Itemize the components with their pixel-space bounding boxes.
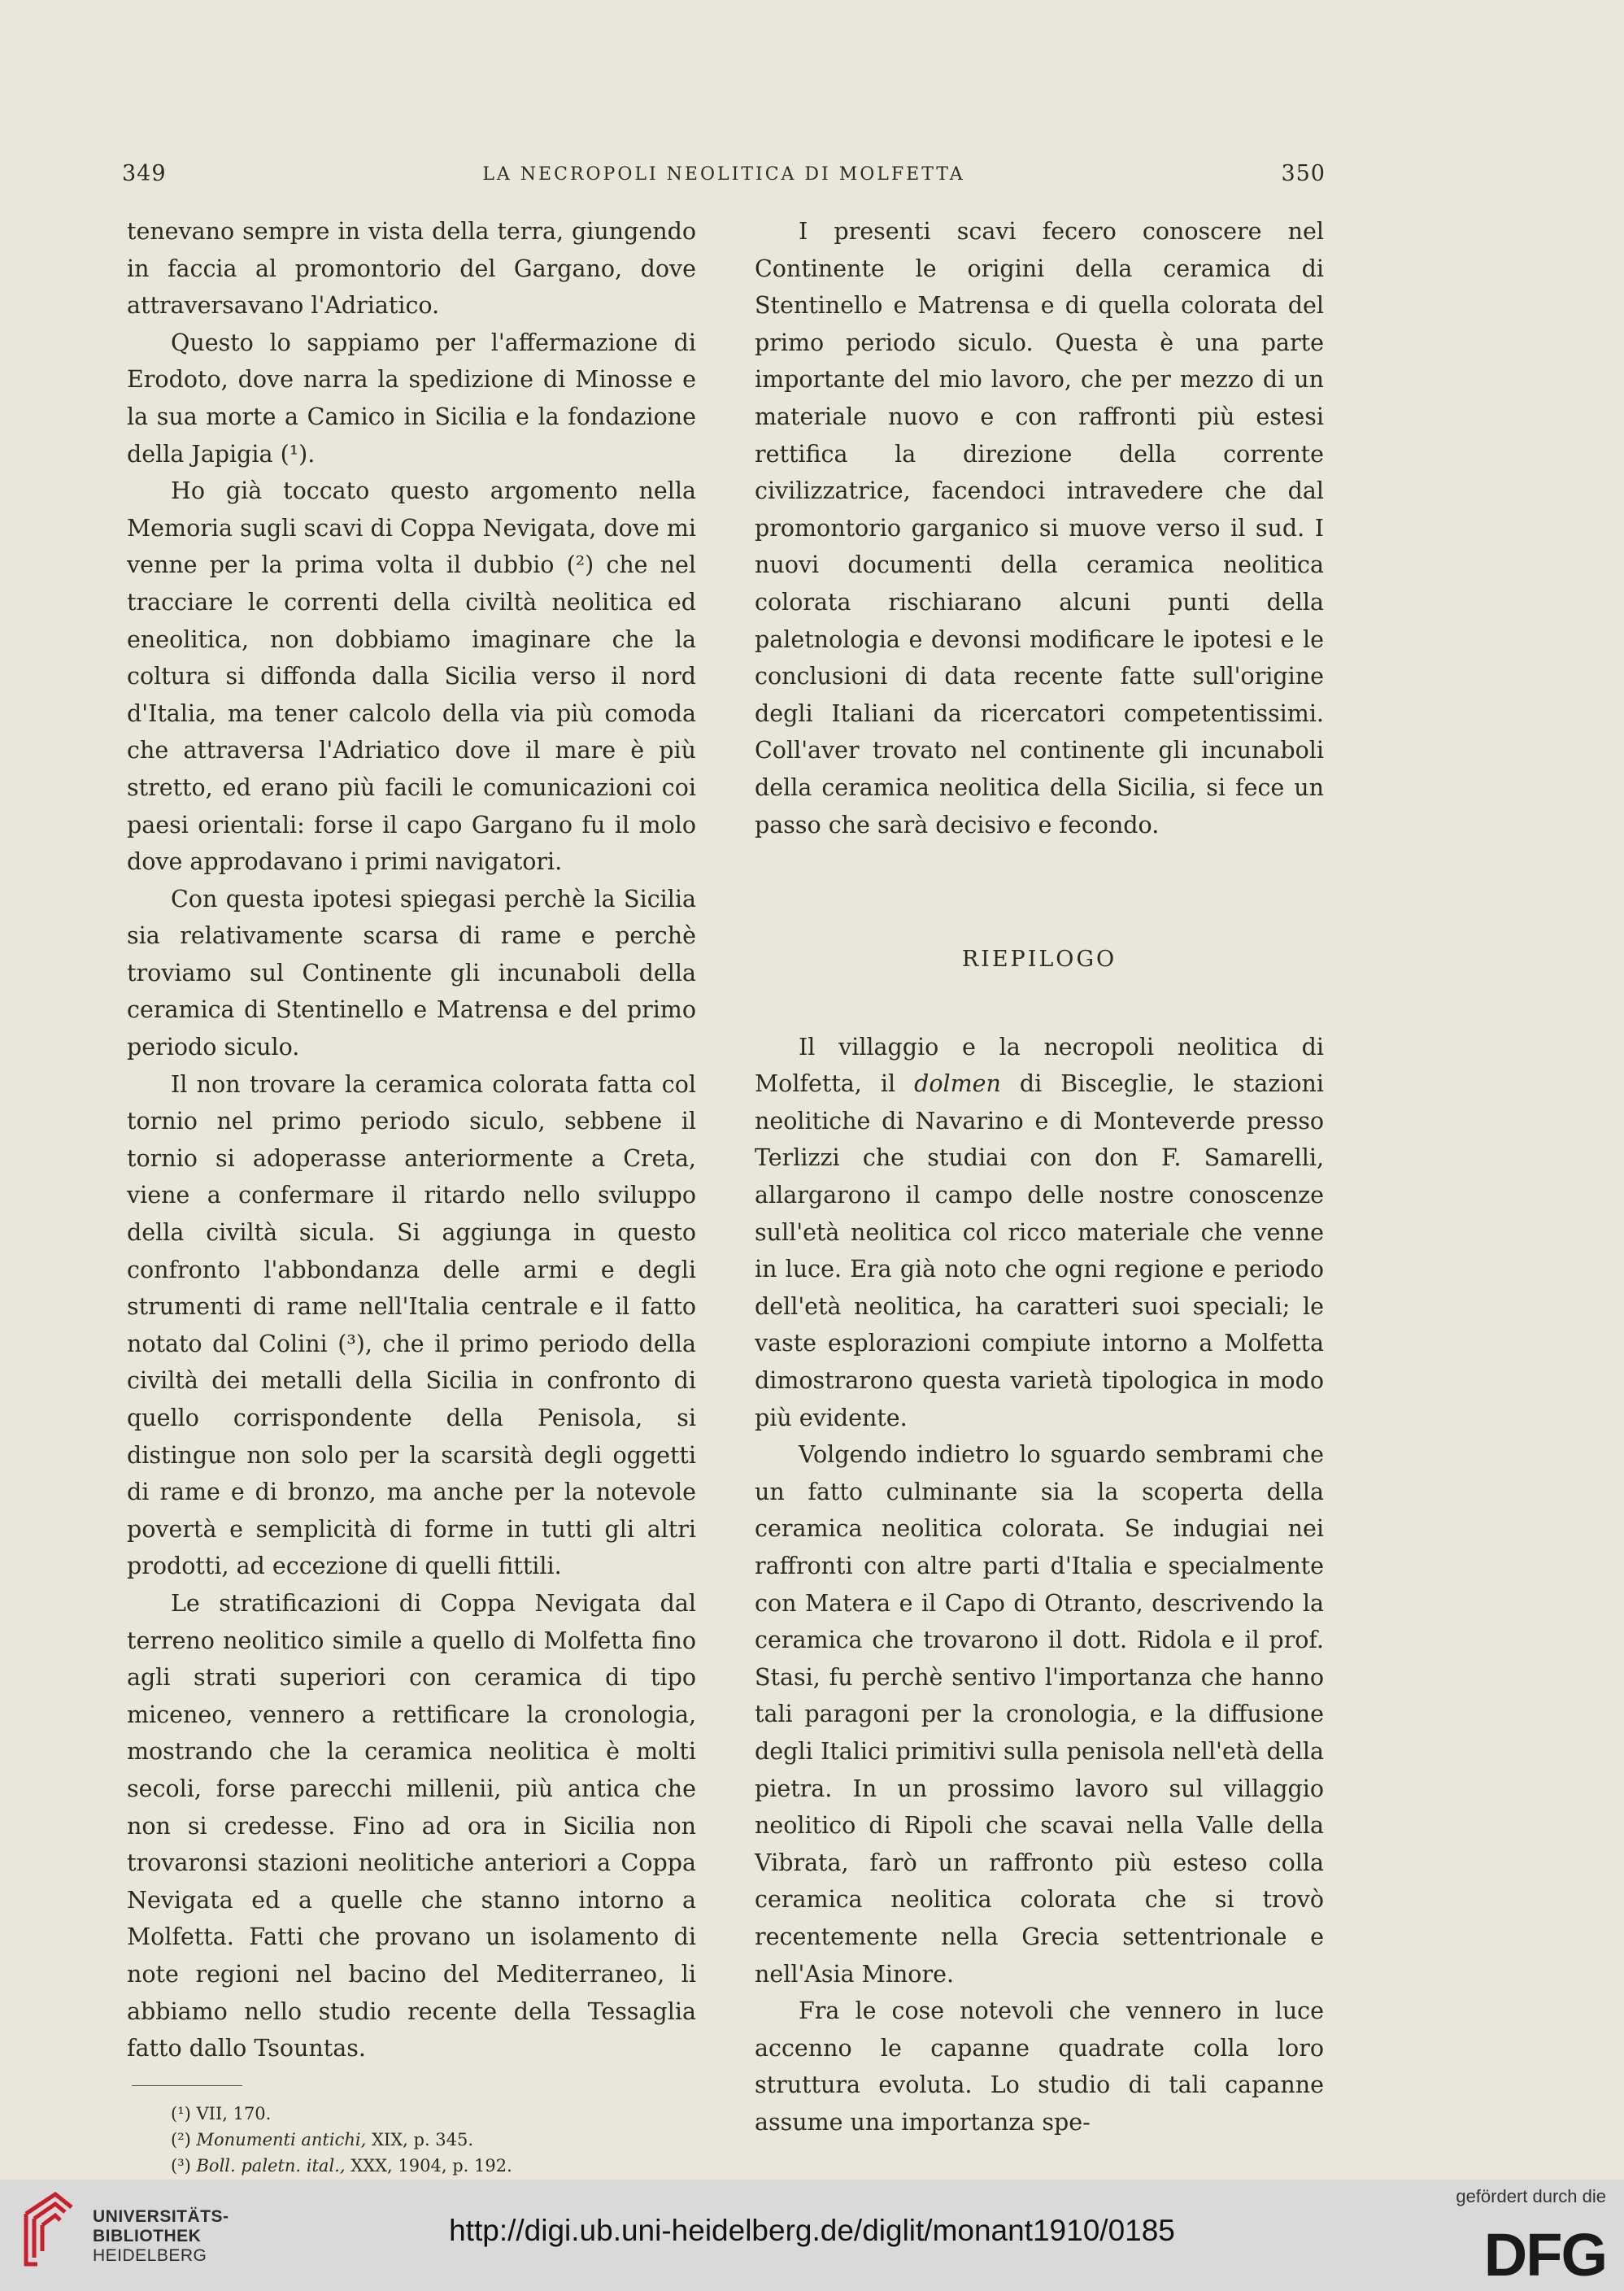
footnote: (²) Monumenti antichi, XIX, p. 345. [171,2129,474,2149]
footnote: (³) Boll. paletn. ital., XXX, 1904, p. 192. [171,2155,512,2176]
paragraph: Fra le cose notevoli che vennero in luce accenno le capanne quadrate colla loro struttura evoluta. Lo studio di tali capanne assume una importanza spe- [755,1997,1324,2136]
footnote-separator [132,2085,242,2086]
section-heading: RIEPILOGO [961,947,1117,973]
paragraph: I presenti scavi fecero conoscere nel Continente le origini della ceramica di Stentinello e Matrensa e di quella colorata del primo periodo siculo. Questa è una parte importante del mio lavoro, che per mezzo di un materiale nuovo e con raffronti più estesi rettifica la direzione della corrente civilizzatrice, facendoci intravedere che dal promontorio garganico si muove verso il sud. I nuovi documenti della ceramica neolitica colorata rischiarano alcuni punti della paletnologia e devonsi modificare le ipotesi e le conclusioni di data recente fatte sull'origine degli Italiani da ricercatori competentissimi. Coll'aver trovato nel continente gli incunaboli della ceramica neolitica della Sicilia, si fece un passo che sarà decisivo e fecondo. [755,218,1324,838]
paragraph: Con questa ipotesi spiegasi perchè la Sicilia sia relativamente scarsa di rame e perchè troviamo sul Continente gli incunaboli della ceramica di Stentinello e Matrensa e del primo periodo siculo. [127,885,696,1061]
page-number-left: 349 [122,161,167,186]
paragraph: Il villaggio e la necropoli neolitica di Molfetta, il dolmen di Bisceglie, le stazioni neolitiche di Navarino e di Monteverde presso Terlizzi che studiai con don F. Samarelli, allargarono il campo delle nostre conoscenze sull'età neolitica col ricco materiale che venne in luce. Era già noto che ogni regione e periodo dell'età neolitica, ha caratteri suoi speciali; le vaste esplorazioni compiute intorno a Molfetta dimostrarono questa varietà tipologica in modo più evidente. [755,1033,1324,1431]
funding-label: gefördert durch die [1456,2186,1606,2206]
running-title: LA NECROPOLI NEOLITICA DI MOLFETTA [482,164,965,185]
paragraph: Volgendo indietro lo sguardo sembrami che un fatto culminante sia la scoperta della ceramica neolitica colorata. Se indugiai nei raffronti con altre parti d'Italia e specialmente con Matera e il Capo di Otranto, descrivendo la ceramica che trovarono il dott. Ridola e il prof. Stasi, fu perchè sentivo l'importanza che hanno tali paragoni per la cronologia, e la diffusione degli Italici primitivi sulla penisola nell'età della pietra. In un prossimo lavoro sul villaggio neolitico di Ripoli che scavai nella Valle della Vibrata, farò un raffronto più esteso colla ceramica neolitica colorata che si trovò recentemente nella Grecia settentrionale e nell'Asia Minore. [755,1441,1324,1988]
paragraph: Ho già toccato questo argomento nella Memoria sugli scavi di Coppa Nevigata, dove mi venne per la prima volta il dubbio (²) che nel tracciare le correnti della civiltà neolitica ed eneolitica, non dobbiamo imaginare che la coltura si diffonda dalla Sicilia verso il nord d'Italia, ma tener calcolo della via più comoda che attraversa l'Adriatico dove il mare è più stretto, ed erano più facili le comunicazioni coi paesi orientali: forse il capo Gargano fu il molo dove approdavano i primi navigatori. [127,477,696,876]
left-column [127,213,696,2179]
right-column [755,213,1324,2141]
paragraph: tenevano sempre in vista della terra, giungendo in faccia al promontorio del Gargano, dove attraversavano l'Adriatico. [127,218,696,320]
running-header [122,161,1326,194]
page-number-right: 350 [1281,161,1326,186]
paragraph: Le stratificazioni di Coppa Nevigata dal terreno neolitico simile a quello di Molfetta fino agli strati superiori con ceramica di tipo miceneo, vennero a rettificare la cronologia, mostrando che la ceramica neolitica è molti secoli, forse parecchi millenii, più antica che non si credesse. Fino ad ora in Sicilia non trovaronsi stazioni neolitiche anteriori a Coppa Nevigata ed a quelle che stanno intorno a Molfetta. Fatti che provano un isolamento di note regioni nel bacino del Mediterraneo, li abbiamo nello studio recente della Tessaglia fatto dallo Tsountas. [127,1589,696,2062]
library-name: UNIVERSITÄTS- BIBLIOTHEK HEIDELBERG [93,2207,229,2265]
document-url-link[interactable]: http://digi.ub.uni-heidelberg.de/diglit/monant1910/0185 [449,2214,1175,2247]
dfg-logo: DFG [1483,2221,1606,2289]
paragraph: Questo lo sappiamo per l'affermazione di Erodoto, dove narra la spedizione di Minosse e la sua morte a Camico in Sicilia e la fondazione della Japigia (¹). [127,329,696,468]
paragraph: Il non trovare la ceramica colorata fatta col tornio nel primo periodo siculo, sebbene il tornio si adoperasse anteriormente a Creta, viene a confermare il ritardo nello sviluppo della civiltà sicula. Si aggiunga in questo confronto l'abbondanza delle armi e degli strumenti di rame nell'Italia centrale e il fatto notato dal Colini (³), che il primo periodo della civiltà dei metalli della Sicilia in confronto di quello corrispondente della Penisola, si distingue non solo per la scarsità degli oggetti di rame e di bronzo, ma anche per la notevole povertà e semplicità di forme in tutti gli altri prodotti, ad eccezione di quelli fittili. [127,1070,696,1580]
footnote: (¹) VII, 170. [171,2103,272,2123]
